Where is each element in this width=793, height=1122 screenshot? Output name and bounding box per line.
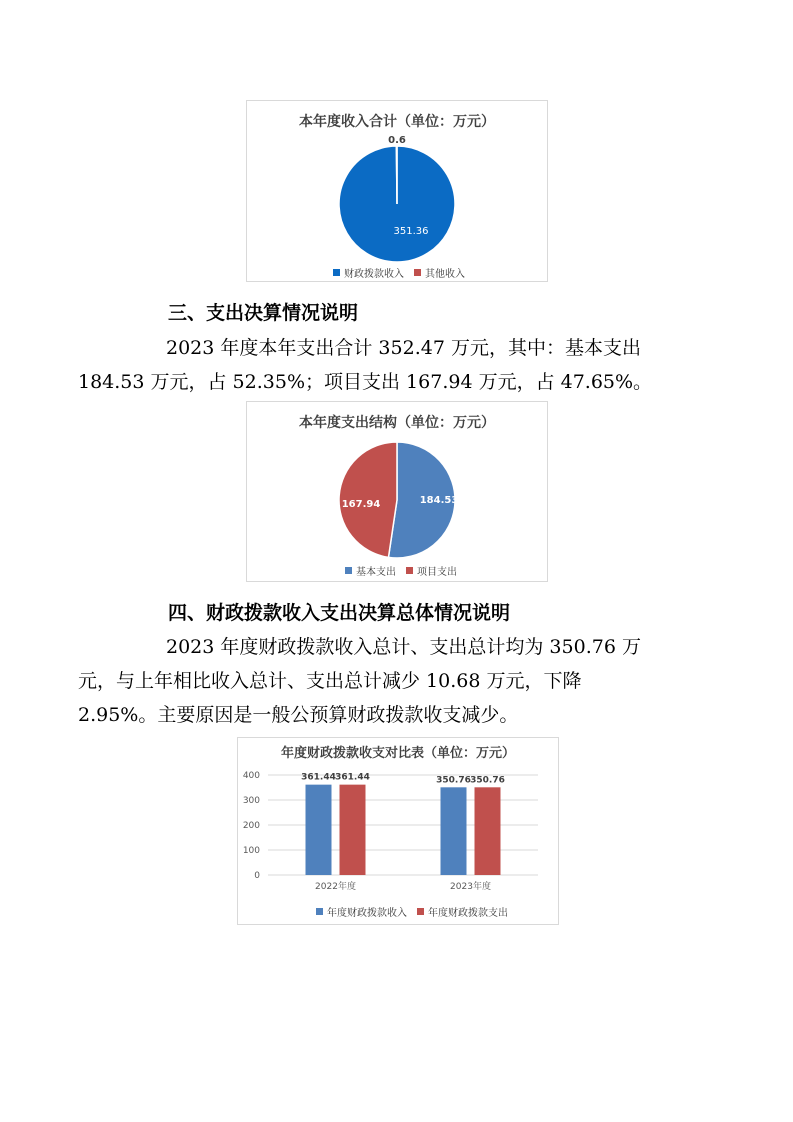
section3-paragraph <box>78 331 682 399</box>
section4-line: 元，与上年相比收入总计、支出总计减少 10.68 万元，下降 <box>78 670 582 692</box>
section4-paragraph <box>78 630 682 732</box>
bar-expense <box>475 787 501 875</box>
legend-label-income: 年度财政拨款收入 <box>327 908 407 919</box>
legend-swatch-expense <box>417 908 424 915</box>
bar-data-label: 361.44 <box>301 772 336 783</box>
x-tick-label: 2022年度 <box>315 882 356 892</box>
section3-line: 184.53 万元，占 52.35%；项目支出 167.94 万元，占 47.65%。 <box>78 371 653 393</box>
bar-income <box>441 787 467 875</box>
chart-title: 年度财政拨款收支对比表（单位：万元） <box>280 746 516 761</box>
income-pie-chart <box>246 100 548 282</box>
legend-swatch-basic <box>345 567 352 574</box>
y-tick-label: 0 <box>254 871 260 881</box>
data-label-basic: 184.53 <box>419 495 459 506</box>
section4-line: 2.95%。主要原因是一般公预算财政拨款收支减少。 <box>78 704 519 726</box>
y-tick-label: 400 <box>242 771 260 781</box>
expenditure-pie-chart <box>246 401 548 582</box>
legend-swatch-other <box>414 269 421 276</box>
legend-label-other: 其他收入 <box>425 269 465 280</box>
bars <box>306 785 501 875</box>
pie-slice-other-income <box>396 146 397 204</box>
x-tick-label: 2023年度 <box>450 882 491 892</box>
y-tick-labels <box>243 771 260 881</box>
y-tick-label: 300 <box>242 796 260 806</box>
section4-line: 2023 年度财政拨款收入总计、支出总计均为 350.76 万 <box>166 636 641 658</box>
bar-data-label: 361.44 <box>335 772 370 783</box>
data-label-fiscal: 351.36 <box>393 226 429 237</box>
legend-label-project: 项目支出 <box>417 567 457 578</box>
y-tick-label: 200 <box>242 821 260 831</box>
legend-swatch-fiscal <box>333 269 340 276</box>
fiscal-bar-chart <box>237 737 559 925</box>
section4-heading: 四、财政拨款收入支出决算总体情况说明 <box>168 602 511 624</box>
legend-swatch-income <box>316 908 323 915</box>
income-pie-svg <box>247 101 547 281</box>
legend-label-expense: 年度财政拨款支出 <box>428 908 508 919</box>
bar-data-label: 350.76 <box>470 775 505 786</box>
legend-swatch-project <box>406 567 413 574</box>
section3-line: 2023 年度本年支出合计 352.47 万元，其中：基本支出 <box>166 337 641 359</box>
bar-income <box>306 785 332 875</box>
legend <box>316 904 508 919</box>
data-label-project: 167.94 <box>341 499 381 510</box>
x-tick-labels <box>315 880 491 892</box>
legend-label-fiscal: 财政拨款收入 <box>344 269 404 280</box>
legend <box>333 265 465 280</box>
chart-title: 本年度支出结构（单位：万元） <box>299 415 495 431</box>
legend <box>345 563 457 578</box>
chart-title: 本年度收入合计（单位：万元） <box>299 114 495 130</box>
expenditure-pie-svg <box>247 402 547 581</box>
fiscal-bar-svg <box>238 738 558 924</box>
data-label-other: 0.6 <box>388 135 406 146</box>
section3-heading: 三、支出决算情况说明 <box>168 302 359 324</box>
bar-expense <box>340 785 366 875</box>
bar-data-label: 350.76 <box>436 775 471 786</box>
y-tick-label: 100 <box>242 846 260 856</box>
pie-slices <box>339 146 455 262</box>
legend-label-basic: 基本支出 <box>356 567 396 578</box>
